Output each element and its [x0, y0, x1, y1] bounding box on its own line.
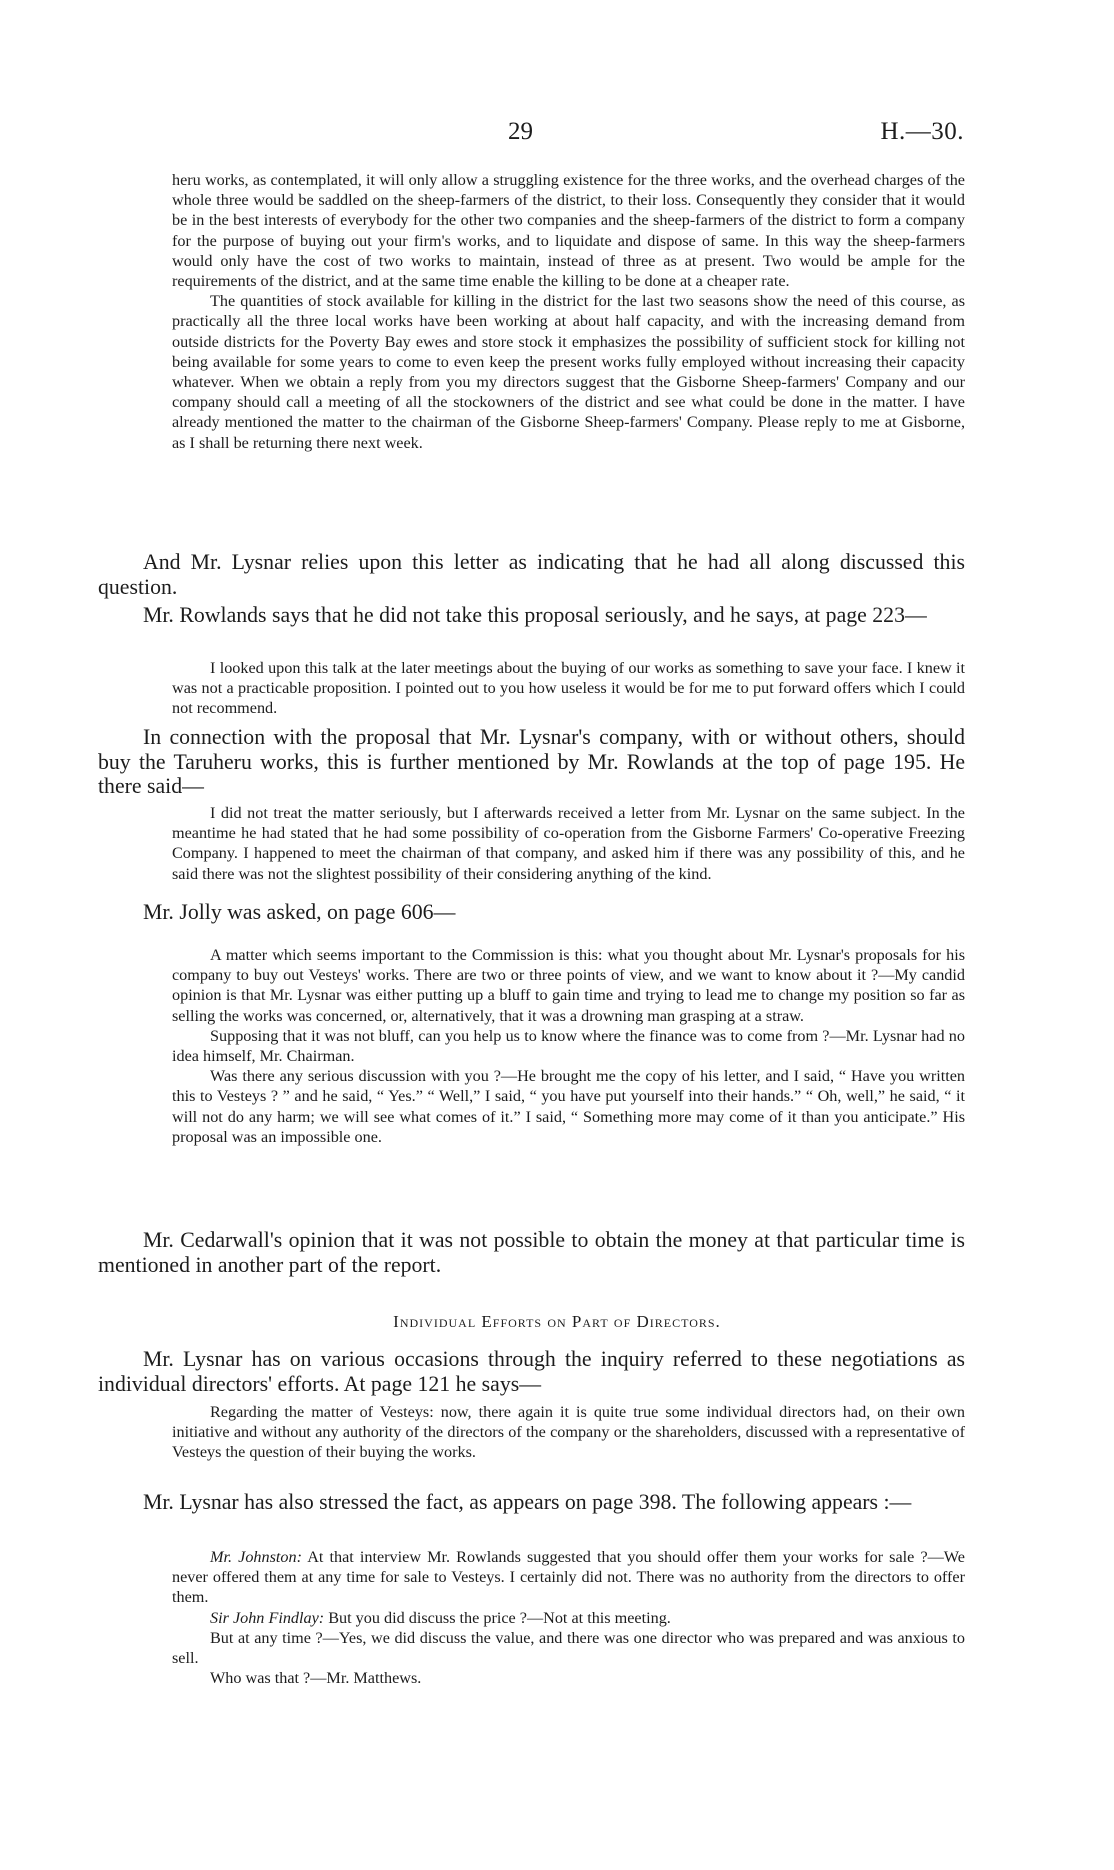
quote-paragraph: But at any time ?—Yes, we did discuss the value, and there was one director who was prepared and was anxious to sell. — [172, 1628, 965, 1668]
quote-paragraph: heru works, as contemplated, it will only allow a struggling existence for the three works, and the overhead charges of the whole three would be saddled on the sheep-farmers of the district, to their loss. Consequently they consider that it would be in the best interests of everybody for the other two companies and the sheep-farmers of the district to form a company for the purpose of buying out your firm's works, and to liquidate and dispose of same. In this way the sheep-farmers would only have the cost of two works to maintain, instead of three as at present. Two would be ample for the requirements of the district, and at the same time enable the killing to be done at a cheaper rate. — [172, 171, 965, 291]
quote-dialogue — [172, 1547, 965, 1688]
quote-paragraph: Who was that ?—Mr. Matthews. — [210, 1669, 422, 1688]
quote-paragraph — [172, 1547, 965, 1608]
quote-paragraph — [172, 1608, 965, 1628]
page-number: 29 — [508, 118, 533, 145]
quote-paragraph: Was there any serious discussion with you ?—He brought me the copy of his letter, and I said, “ Have you written this to Vesteys ? ” and he said, “ Yes.” “ Well,” I said, “ you have put yourself into their hands.” “ Oh, well,” he said, “ it will not do any harm; we will see what comes of it.” I said, “ Something more may come of it than you anticipate.” His proposal was an impossible one. — [172, 1067, 965, 1146]
section-heading: Individual Efforts on Part of Directors. — [393, 1312, 721, 1331]
body-paragraph: Mr. Cedarwall's opinion that it was not possible to obtain the money at that particular time is mentioned in another part of the report. — [98, 1228, 965, 1277]
body-paragraph: Mr. Lysnar has also stressed the fact, as appears on page 398. The following appears :— — [143, 1490, 912, 1514]
body-paragraph: Mr. Jolly was asked, on page 606— — [143, 900, 456, 924]
speaker-name: Mr. Johnston: — [210, 1548, 302, 1566]
quote-paragraph: The quantities of stock available for killing in the district for the last two seasons show the need of this course, as practically all the three local works have been working at about half capacity, and with the increasing demand from outside districts for the Poverty Bay ewes and store stock it emphasizes the possibility of sufficient stock for killing not being available for some years to come to even keep the present works fully employed without increasing their capacity whatever. When we obtain a reply from you my directors suggest that the Gisborne Sheep-farmers' Company and our company should call a meeting of all the stockowners of the district and see what could be done in the matter. I have already mentioned the matter to the chairman of the Gisborne Sheep-farmers' Company. Please reply to me at Gisborne, as I shall be returning there next week. — [172, 292, 965, 452]
quote-paragraph: I looked upon this talk at the later meetings about the buying of our works as something to save your face. I knew it was not a practicable proposition. I pointed out to you how useless it would be for me to put forward offers which I could not recommend. — [172, 659, 965, 718]
speaker-name: Sir John Findlay: — [210, 1608, 325, 1627]
quote-letter — [172, 170, 965, 453]
quote-paragraph: A matter which seems important to the Commission is this: what you thought about Mr. Lysnar's proposals for his company to buy out Vesteys' works. There are two or three points of view, and we want to know about it ?—My candid opinion is that Mr. Lysnar was either putting up a bluff to gain time and trying to lead me to change my position so far as selling the works was concerned, or, alternatively, that it was a drowning man grasping at a straw. — [172, 946, 965, 1025]
quote-paragraph: I did not treat the matter seriously, but I afterwards received a letter from Mr. Lysnar on the same subject. In the meantime he had stated that he had some possibility of co-operation from the Gisborne Farmers' Co-operative Freezing Company. I happened to meet the chairman of that company, and asked him if there was any possibility of this, and he said there was not the slightest possibility of their considering anything of the kind. — [172, 804, 965, 883]
quote-paragraph: Supposing that it was not bluff, can you help us to know where the finance was to come from ?—Mr. Lysnar had no idea himself, Mr. Chairman. — [172, 1026, 965, 1066]
body-paragraph: Mr. Lysnar has on various occasions through the inquiry referred to these negotiations as individual directors' efforts. At page 121 he says— — [98, 1347, 965, 1396]
document-reference: H.—30. — [880, 118, 964, 145]
quote-testimony — [172, 945, 965, 1147]
body-paragraph: Mr. Rowlands says that he did not take this proposal seriously, and he says, at page 223— — [143, 603, 927, 627]
body-paragraph: In connection with the proposal that Mr. Lysnar's company, with or without others, should buy the Taruheru works, this is further mentioned by Mr. Rowlands at the top of page 195. He there said— — [98, 725, 965, 798]
body-paragraph: And Mr. Lysnar relies upon this letter as indicating that he had all along discussed this question. — [98, 550, 965, 599]
quote-paragraph: Regarding the matter of Vesteys: now, there again it is quite true some individual directors had, on their own initiative and without any authority of the directors of the company or the shareholders, discussed with a representative of Vesteys the question of their buying the works. — [172, 1403, 965, 1462]
quote-text: But you did discuss the price ?—Not at this meeting. — [328, 1608, 671, 1627]
quote-text: At that interview Mr. Rowlands suggested that you should offer them your works for sale ?—We never offered them at any time for sale to Vesteys. I certainly did not. There was no authority from the directors to offer them. — [172, 1548, 965, 1607]
page-header — [0, 118, 1114, 152]
